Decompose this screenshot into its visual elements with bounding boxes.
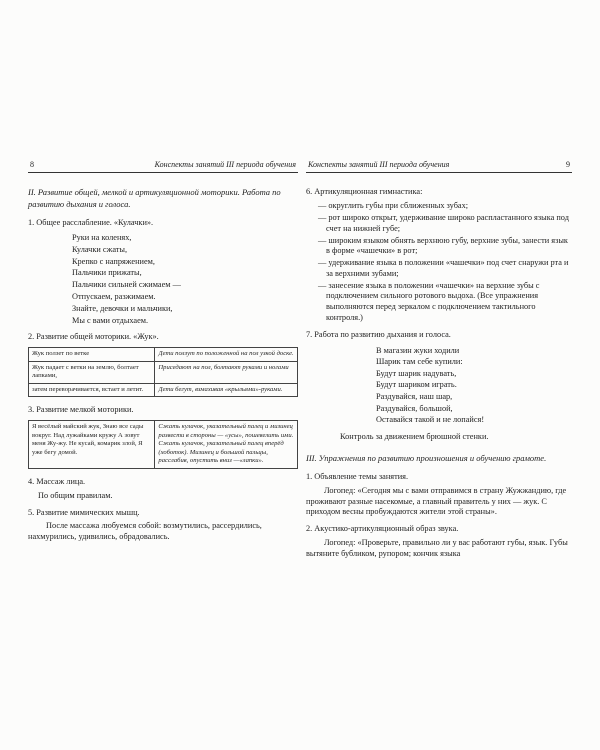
item-relaxation: 1. Общее расслабление. «Кулачки». (28, 218, 154, 228)
verse-line: Отпускаем, разжимаем. (72, 292, 156, 302)
list-item: — рот широко открыт, удерживание широко распластанного языка под счет на нижней губе; (318, 212, 569, 233)
table-cell: Приседают на пол, болтают руками и ногами (155, 361, 298, 383)
breathing-verse (306, 345, 572, 426)
table-row (29, 361, 298, 383)
verse-line: В магазин жуки ходили (376, 345, 460, 355)
left-page-number: 8 (30, 160, 34, 169)
item-topic: 1. Объявление темы занятия. (306, 472, 409, 482)
item-face-massage: 4. Массаж лица. (28, 476, 86, 486)
verse-line: Крепко с напряжением, (72, 256, 156, 266)
topic-text: Логопед: «Сегодня мы с вами отправимся в страну Жужжандию, где проживают разные насекомые, а главный правитель у них — жук. С приходом весны пробуждаются жители этой страны». (306, 485, 567, 517)
verse-line: Будут шариком играть. (376, 380, 457, 390)
fine-motor-table (28, 420, 298, 469)
table-cell: Дети бегут, взмахивая «крыльями»-руками. (155, 383, 298, 397)
right-page-number: 9 (566, 160, 570, 169)
mimic-text: После массажа любуемся собой: возмутились, рассердились, нахмурились, удивились, обрадовались. (28, 521, 262, 542)
gross-motor-table (28, 347, 298, 397)
item-gross-motor: 2. Развитие общей моторики. «Жук». (28, 332, 159, 342)
item-articulation: 6. Артикуляционная гимнастика: (306, 187, 423, 197)
verse-line: Оставайся такой и не лопайся! (376, 415, 485, 425)
section-3-title: III. Упражнения по развитию произношения и обучению грамоте. (306, 452, 547, 463)
right-running-title: Конспекты занятий III периода обучения (308, 160, 450, 169)
section-2-title: II. Развитие общей, мелкой и артикуляционной моторики. Работа по развитию дыхания и голоса. (28, 187, 281, 209)
articulation-list (306, 201, 572, 324)
verse-line: Знайте, девочки и мальчики, (72, 303, 173, 313)
table-cell: Сжать кулачок, указательный палец и мизинец развести в стороны — «усы», пошевелить ими. Сжать кулачок, указательный палец вперёд (хоботок). Мизинец и большой пальцы, расслабив, опустить вниз —«лапки». (155, 421, 298, 469)
right-page (306, 160, 572, 562)
left-page (28, 160, 298, 545)
massage-text: По общим правилам. (38, 490, 113, 500)
verse-line: Шарик там себе купили: (376, 357, 463, 367)
verse-line: Пальчики прижаты, (72, 268, 142, 278)
item-fine-motor: 3. Развитие мелкой моторики. (28, 405, 134, 415)
item-acoustic: 2. Акустико-артикуляционный образ звука. (306, 524, 459, 534)
verse-line: Мы с вами отдыхаем. (72, 315, 149, 325)
table-row (29, 348, 298, 362)
item-breathing: 7. Работа по развитию дыхания и голоса. (306, 329, 451, 339)
breathing-note: Контроль за движением брюшной стенки. (340, 431, 489, 441)
table-cell: Дети ползут по положенной на пол узкой доске. (155, 348, 298, 362)
verse-line: Будут шарик надувать, (376, 368, 457, 378)
table-row (29, 383, 298, 397)
list-item: — округлить губы при сближенных зубах; (318, 201, 469, 211)
table-cell: Жук падает с ветки на землю, болтает лапками, (29, 361, 155, 383)
acoustic-text: Логопед: «Проверьте, правильно ли у вас работают губы, язык. Губы вытяните бубликом, рупором; кончик языка (306, 537, 568, 558)
verse-line: Раздувайся, наш шар, (376, 391, 453, 401)
table-cell: Жук ползет по ветке (29, 348, 155, 362)
table-row (29, 421, 298, 469)
verse-line: Пальчики сильней сжимаем — (72, 280, 181, 290)
left-running-head (28, 160, 298, 173)
list-item: — удерживание языка в положении «чашечки» под счет снаружи рта и за верхними зубами; (318, 258, 569, 278)
item-mimic-muscles: 5. Развитие мимических мышц. (28, 507, 140, 517)
list-item: — занесение языка в положении «чашечки» на верхние зубы с подключением сильного ротового выдоха. (Все упражнения выполняются перед зеркалом с подключением тактильного контроля.) (318, 280, 540, 322)
verse-line: Кулачки сжаты, (72, 244, 128, 254)
left-running-title: Конспекты занятий III периода обучения (154, 160, 296, 169)
table-cell: Я весёлый майский жук, Знаю все сады вокруг. Над лужайками кружу А зовут меня Жу-жу. Не кусай, комарик злой, Я уже бегу домой. (29, 421, 155, 469)
relaxation-verse (28, 232, 298, 326)
table-cell: затем переворачивается, встает и летит. (29, 383, 155, 397)
verse-line: Раздувайся, большой, (376, 403, 453, 413)
verse-line: Руки на коленях, (72, 233, 132, 243)
right-running-head (306, 160, 572, 173)
list-item: — широким языком обнять верхнюю губу, верхние зубы, занести язык в форме «чашечки» в рот; (318, 235, 568, 256)
